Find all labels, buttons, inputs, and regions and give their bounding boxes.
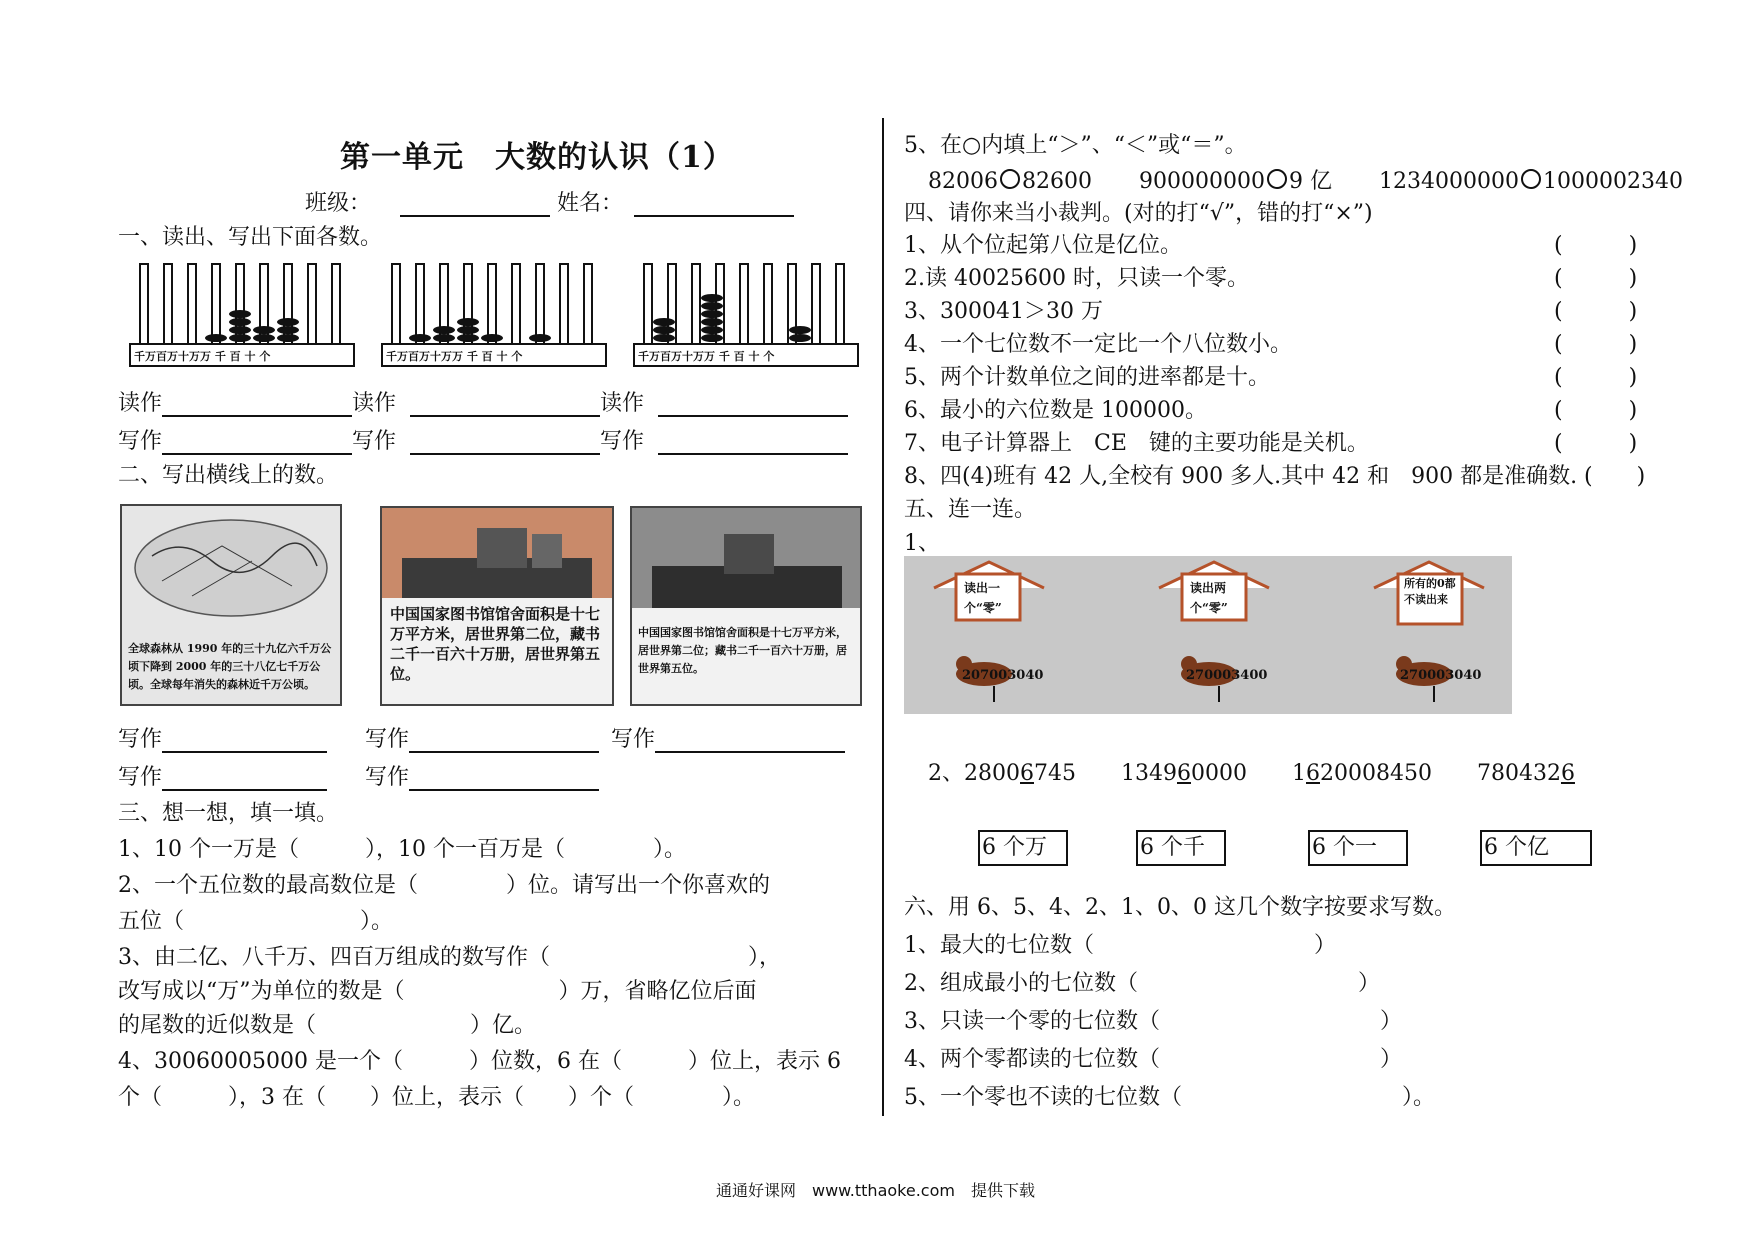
six-item-2: 2、组成最小的七位数（ ） — [904, 971, 1380, 996]
s2-write-blank-4[interactable] — [162, 767, 327, 791]
judge-item-7: 7、电子计算器上 CE 键的主要功能是关机。 — [904, 431, 1369, 456]
judge-item-1: 1、从个位起第八位是亿位。 — [904, 233, 1182, 258]
section3-heading: 三、想一想，填一填。 — [118, 801, 339, 826]
connect-heading: 五、连一连。 — [904, 497, 1037, 522]
write-label-2: 写作 — [352, 429, 397, 454]
num-4-pre: 780432 — [1476, 761, 1561, 786]
section1-heading: 一、读出、写出下面各数。 — [118, 225, 383, 250]
compare-circle-2[interactable] — [1267, 169, 1287, 189]
compare-1-right: 82600 — [1022, 169, 1092, 194]
s2-write-blank-3[interactable] — [655, 729, 845, 753]
num-3-post: 20008450 — [1320, 761, 1432, 786]
compare-2-right: 9 亿 — [1288, 169, 1332, 194]
s2-write-blank-1[interactable] — [162, 729, 327, 753]
column-divider — [882, 118, 884, 1116]
s3-q3b: 改写成以“万”为单位的数是（ ）万，省略亿位后面 — [118, 979, 757, 1004]
world-map-icon — [122, 506, 340, 636]
judge-heading: 四、请你来当小裁判。(对的打“√”，错的打“×”) — [904, 201, 1373, 226]
s3-q4a: 4、30060005000 是一个（ ）位数，6 在（ ）位上，表示 6 — [118, 1049, 841, 1074]
q5-heading: 5、在○内填上“＞”、“＜”或“＝”。 — [904, 133, 1247, 158]
judge-paren-6[interactable]: ( ) — [1554, 398, 1638, 423]
read-label-2: 读作 — [352, 391, 397, 416]
box-6-wan[interactable]: 6 个万 — [978, 830, 1068, 866]
num-3-digit: 6 — [1306, 761, 1320, 786]
judge-item-2: 2.读 40025600 时，只读一个零。 — [904, 266, 1249, 291]
compare-circle-3[interactable] — [1521, 169, 1541, 189]
class-field — [305, 186, 794, 217]
num-4-digit: 6 — [1560, 761, 1575, 786]
box-6-qian[interactable]: 6 个千 — [1136, 830, 1226, 866]
judge-paren-4[interactable]: ( ) — [1554, 332, 1638, 357]
box-6-yi-one[interactable]: 6 个一 — [1308, 830, 1408, 866]
bird-number-3[interactable]: 270003040 — [1400, 668, 1482, 683]
roof-label-1: 读出一个“零” — [964, 581, 1002, 615]
write-row — [118, 424, 848, 455]
library-image-2 — [630, 506, 862, 706]
judge-item-4: 4、一个七位数不一定比一个八位数小。 — [904, 332, 1292, 357]
name-label: 姓名： — [557, 191, 624, 216]
judge-item-8: 8、四(4)班有 42 人,全校有 900 多人.其中 42 和 900 都是准确数. ( ) — [904, 464, 1646, 489]
write-blank-3[interactable] — [658, 431, 848, 455]
library-caption-2: 中国国家图书馆馆舍面积是十七万平方米，居世界第二位；藏书二千一百六十万册，居世界第五位。 — [638, 626, 847, 675]
s2-write-label-4: 写作 — [118, 765, 163, 790]
s2-write-blank-5[interactable] — [409, 767, 599, 791]
compare-2-left: 900000000 — [1139, 169, 1265, 194]
roof-label-2: 读出两个“零” — [1190, 581, 1228, 615]
write-label-3: 写作 — [600, 429, 645, 454]
bird-number-2[interactable]: 270003400 — [1186, 668, 1268, 683]
six-item-4: 4、两个零都读的七位数（ ） — [904, 1047, 1402, 1072]
name-blank[interactable] — [634, 193, 794, 217]
write-label-1: 写作 — [118, 429, 163, 454]
connect-2-row — [928, 756, 1575, 787]
page-title: 第一单元 大数的认识（1） — [340, 140, 734, 175]
judge-item-5: 5、两个计数单位之间的进率都是十。 — [904, 365, 1270, 390]
num-2-post: 0000 — [1191, 761, 1247, 786]
s3-q4b: 个（ ），3 在（ ）位上，表示（ ）个（ ）。 — [118, 1085, 755, 1110]
num-3-pre: 1 — [1292, 761, 1306, 786]
read-blank-3[interactable] — [658, 393, 848, 417]
read-row — [118, 386, 848, 417]
judge-paren-2[interactable]: ( ) — [1554, 266, 1638, 291]
connect-2-label: 2、 — [928, 761, 964, 786]
section2-heading: 二、写出横线上的数。 — [118, 463, 339, 488]
compare-1-left: 82006 — [928, 169, 998, 194]
s3-q3a: 3、由二亿、八千万、四百万组成的数写作（ ）， — [118, 945, 781, 970]
read-blank-2[interactable] — [410, 393, 600, 417]
judge-paren-7[interactable]: ( ) — [1554, 431, 1638, 456]
num-1-post: 745 — [1034, 761, 1076, 786]
read-blank-1[interactable] — [162, 393, 352, 417]
read-label-3: 读作 — [600, 391, 645, 416]
s3-q2a: 2、一个五位数的最高数位是（ ）位。请写出一个你喜欢的 — [118, 873, 770, 898]
s2-write-label-5: 写作 — [365, 765, 410, 790]
class-label: 班级： — [305, 191, 372, 216]
six-item-1: 1、最大的七位数（ ） — [904, 933, 1336, 958]
judge-item-3: 3、300041＞30 万 — [904, 299, 1103, 324]
library-building-icon-2 — [632, 508, 860, 608]
library-caption-1: 中国国家图书馆馆舍面积是十七万平方米，居世界第二位，藏书二千一百六十万册，居世界第五位。 — [390, 605, 601, 683]
library-building-icon — [382, 508, 612, 598]
forest-map-image — [120, 504, 342, 706]
s3-q2b: 五位（ ）。 — [118, 909, 394, 934]
abacus-2-labels: 千万百万十万万 千 百 十 个 — [386, 350, 523, 363]
num-2-digit: 6 — [1177, 761, 1191, 786]
write-blank-2[interactable] — [410, 431, 600, 455]
write-blank-1[interactable] — [162, 431, 352, 455]
judge-paren-5[interactable]: ( ) — [1554, 365, 1638, 390]
s2-write-label-3: 写作 — [611, 727, 656, 752]
roof-label-3: 所有的0都不读出来 — [1404, 577, 1456, 606]
num-2-pre: 1349 — [1121, 761, 1177, 786]
box-6-yi[interactable]: 6 个亿 — [1480, 830, 1592, 866]
s3-q1: 1、10 个一万是（ ），10 个一百万是（ ）。 — [118, 837, 686, 862]
s2-write-label-1: 写作 — [118, 727, 163, 752]
read-label-1: 读作 — [118, 391, 163, 416]
compare-row — [928, 164, 1683, 195]
judge-item-6: 6、最小的六位数是 100000。 — [904, 398, 1207, 423]
library-image-1 — [380, 506, 614, 706]
s2-write-label-2: 写作 — [365, 727, 410, 752]
s3-q3c: 的尾数的近似数是（ ）亿。 — [118, 1013, 537, 1038]
judge-paren-3[interactable]: ( ) — [1554, 299, 1638, 324]
connect-1-label: 1、 — [904, 531, 940, 556]
class-blank[interactable] — [400, 193, 550, 217]
bird-number-1[interactable]: 207003040 — [962, 668, 1044, 683]
connect-image — [904, 556, 1512, 714]
forest-caption: 全球森林从 1990 年的三十九亿六千万公顷下降到 2000 年的三十八亿七千万公顷。全球每年消失的森林近千万公顷。 — [128, 642, 332, 691]
compare-3-left: 1234000000 — [1378, 169, 1519, 194]
six-heading: 六、用 6、5、4、2、1、0、0 这几个数字按要求写数。 — [904, 895, 1456, 920]
s2-write-row-2 — [118, 760, 599, 791]
abacus-3-labels: 千万百万十万万 千 百 十 个 — [638, 350, 775, 363]
abacus-1-labels: 千万百万十万万 千 百 十 个 — [134, 350, 271, 363]
footer: 通通好课网 www.tthaoke.com 提供下载 — [716, 1181, 1035, 1200]
six-item-5: 5、一个零也不读的七位数（ ）。 — [904, 1085, 1435, 1110]
num-1-pre: 2800 — [964, 761, 1020, 786]
compare-circle-1[interactable] — [1000, 169, 1020, 189]
s2-write-row-1 — [118, 722, 845, 753]
judge-paren-1[interactable]: ( ) — [1554, 233, 1638, 258]
s2-write-blank-2[interactable] — [409, 729, 599, 753]
num-1-digit: 6 — [1020, 761, 1034, 786]
compare-3-right: 1000002340 — [1542, 169, 1683, 194]
six-item-3: 3、只读一个零的七位数（ ） — [904, 1009, 1402, 1034]
